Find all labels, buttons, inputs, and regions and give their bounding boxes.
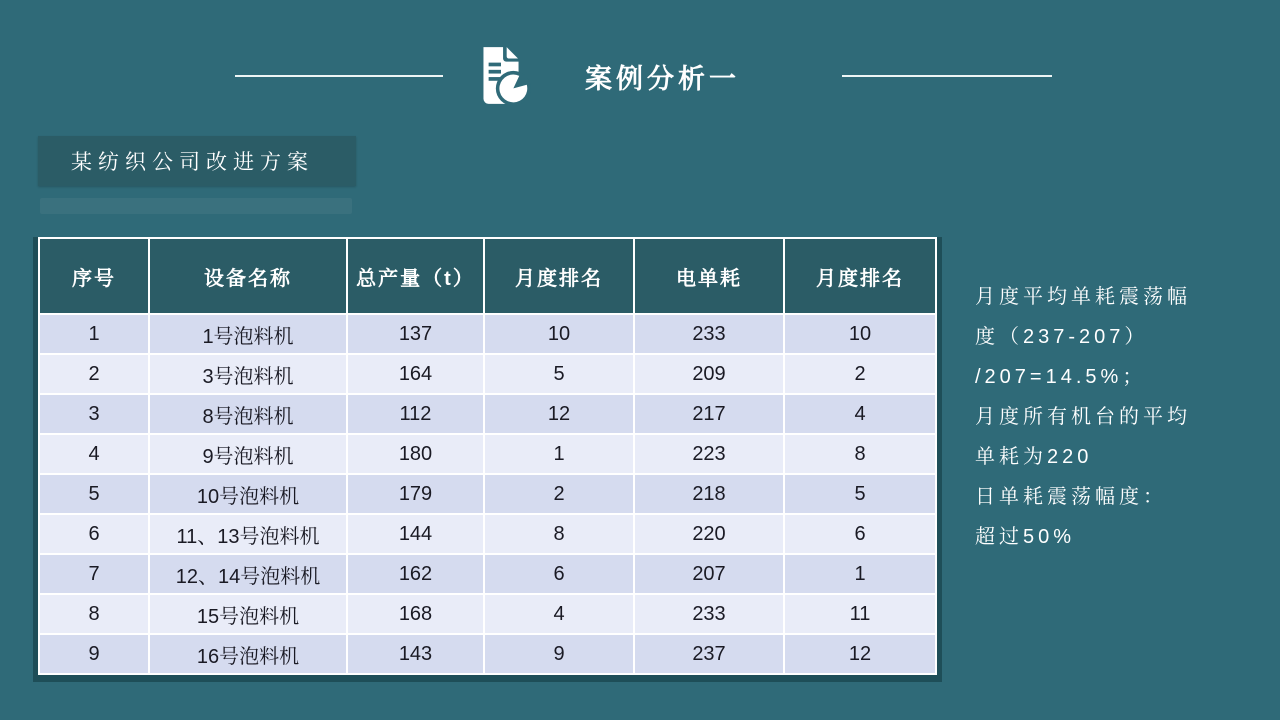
table-cell: 1 — [485, 435, 633, 473]
table-cell: 8号泡料机 — [150, 395, 346, 433]
table-header-row — [40, 239, 935, 313]
table-cell: 143 — [348, 635, 483, 673]
table-cell: 4 — [485, 595, 633, 633]
table-row — [40, 315, 935, 353]
table-cell: 12、14号泡料机 — [150, 555, 346, 593]
col-header-total-output: 总产量（t） — [348, 239, 483, 313]
table-cell: 112 — [348, 395, 483, 433]
table-cell: 15号泡料机 — [150, 595, 346, 633]
col-header-month-rank-1: 月度排名 — [485, 239, 633, 313]
note-line: 单耗为220 — [975, 446, 1093, 468]
table-cell: 12 — [785, 635, 935, 673]
table-cell: 5 — [485, 355, 633, 393]
note-line: 日单耗震荡幅度： — [975, 486, 1167, 508]
table-cell: 1号泡料机 — [150, 315, 346, 353]
table-cell: 5 — [40, 475, 148, 513]
table-cell: 217 — [635, 395, 783, 433]
table-cell: 9 — [40, 635, 148, 673]
title-right-divider — [842, 75, 1052, 77]
table-row — [40, 395, 935, 433]
table-cell: 3号泡料机 — [150, 355, 346, 393]
table-cell: 1 — [40, 315, 148, 353]
table-cell: 233 — [635, 595, 783, 633]
table-cell: 237 — [635, 635, 783, 673]
table-cell: 6 — [40, 515, 148, 553]
table-cell: 162 — [348, 555, 483, 593]
table-cell: 11 — [785, 595, 935, 633]
table-cell: 1 — [785, 555, 935, 593]
table-cell: 2 — [785, 355, 935, 393]
table-cell: 6 — [785, 515, 935, 553]
note-line: /207=14.5%； — [975, 366, 1147, 388]
table-cell: 5 — [785, 475, 935, 513]
equipment-table — [38, 237, 937, 675]
table-row — [40, 435, 935, 473]
table-cell: 8 — [485, 515, 633, 553]
title-left-divider — [235, 75, 443, 77]
table-cell: 16号泡料机 — [150, 635, 346, 673]
table-cell: 10 — [785, 315, 935, 353]
table-cell: 12 — [485, 395, 633, 433]
table-cell: 8 — [785, 435, 935, 473]
table-cell: 10号泡料机 — [150, 475, 346, 513]
table-cell: 164 — [348, 355, 483, 393]
table-cell: 137 — [348, 315, 483, 353]
table-cell: 6 — [485, 555, 633, 593]
table-cell: 2 — [485, 475, 633, 513]
table-cell: 11、13号泡料机 — [150, 515, 346, 553]
analysis-note — [975, 277, 1225, 557]
table-cell: 233 — [635, 315, 783, 353]
table-cell: 9 — [485, 635, 633, 673]
table-cell: 4 — [40, 435, 148, 473]
table-cell: 144 — [348, 515, 483, 553]
table-cell: 7 — [40, 555, 148, 593]
note-line: 月度平均单耗震荡幅 — [975, 286, 1191, 308]
col-header-power-usage: 电单耗 — [635, 239, 783, 313]
table-cell: 207 — [635, 555, 783, 593]
table-cell: 218 — [635, 475, 783, 513]
table-row — [40, 555, 935, 593]
table-cell: 168 — [348, 595, 483, 633]
table-cell: 209 — [635, 355, 783, 393]
section-badge — [38, 136, 356, 186]
table-row — [40, 595, 935, 633]
note-line: 度（237-207） — [975, 326, 1149, 348]
table-cell: 220 — [635, 515, 783, 553]
section-badge-label: 某纺织公司改进方案 — [71, 151, 314, 174]
table-cell: 223 — [635, 435, 783, 473]
section-badge-shadow — [40, 198, 352, 214]
table-cell: 8 — [40, 595, 148, 633]
note-line: 超过50% — [975, 526, 1076, 548]
table-row — [40, 475, 935, 513]
col-header-month-rank-2: 月度排名 — [785, 239, 935, 313]
table-row — [40, 635, 935, 673]
col-header-device-name: 设备名称 — [150, 239, 346, 313]
table-cell: 10 — [485, 315, 633, 353]
equipment-table-wrap — [33, 237, 942, 682]
table-cell: 3 — [40, 395, 148, 433]
table-cell: 9号泡料机 — [150, 435, 346, 473]
table-cell: 180 — [348, 435, 483, 473]
table-cell: 4 — [785, 395, 935, 433]
table-row — [40, 355, 935, 393]
col-header-index: 序号 — [40, 239, 148, 313]
table-cell: 179 — [348, 475, 483, 513]
equipment-table-body — [40, 315, 935, 673]
note-line: 月度所有机台的平均 — [975, 406, 1191, 428]
page-title: 案例分析一 — [585, 64, 740, 94]
table-cell: 2 — [40, 355, 148, 393]
document-pie-chart-icon — [468, 42, 534, 108]
table-row — [40, 515, 935, 553]
